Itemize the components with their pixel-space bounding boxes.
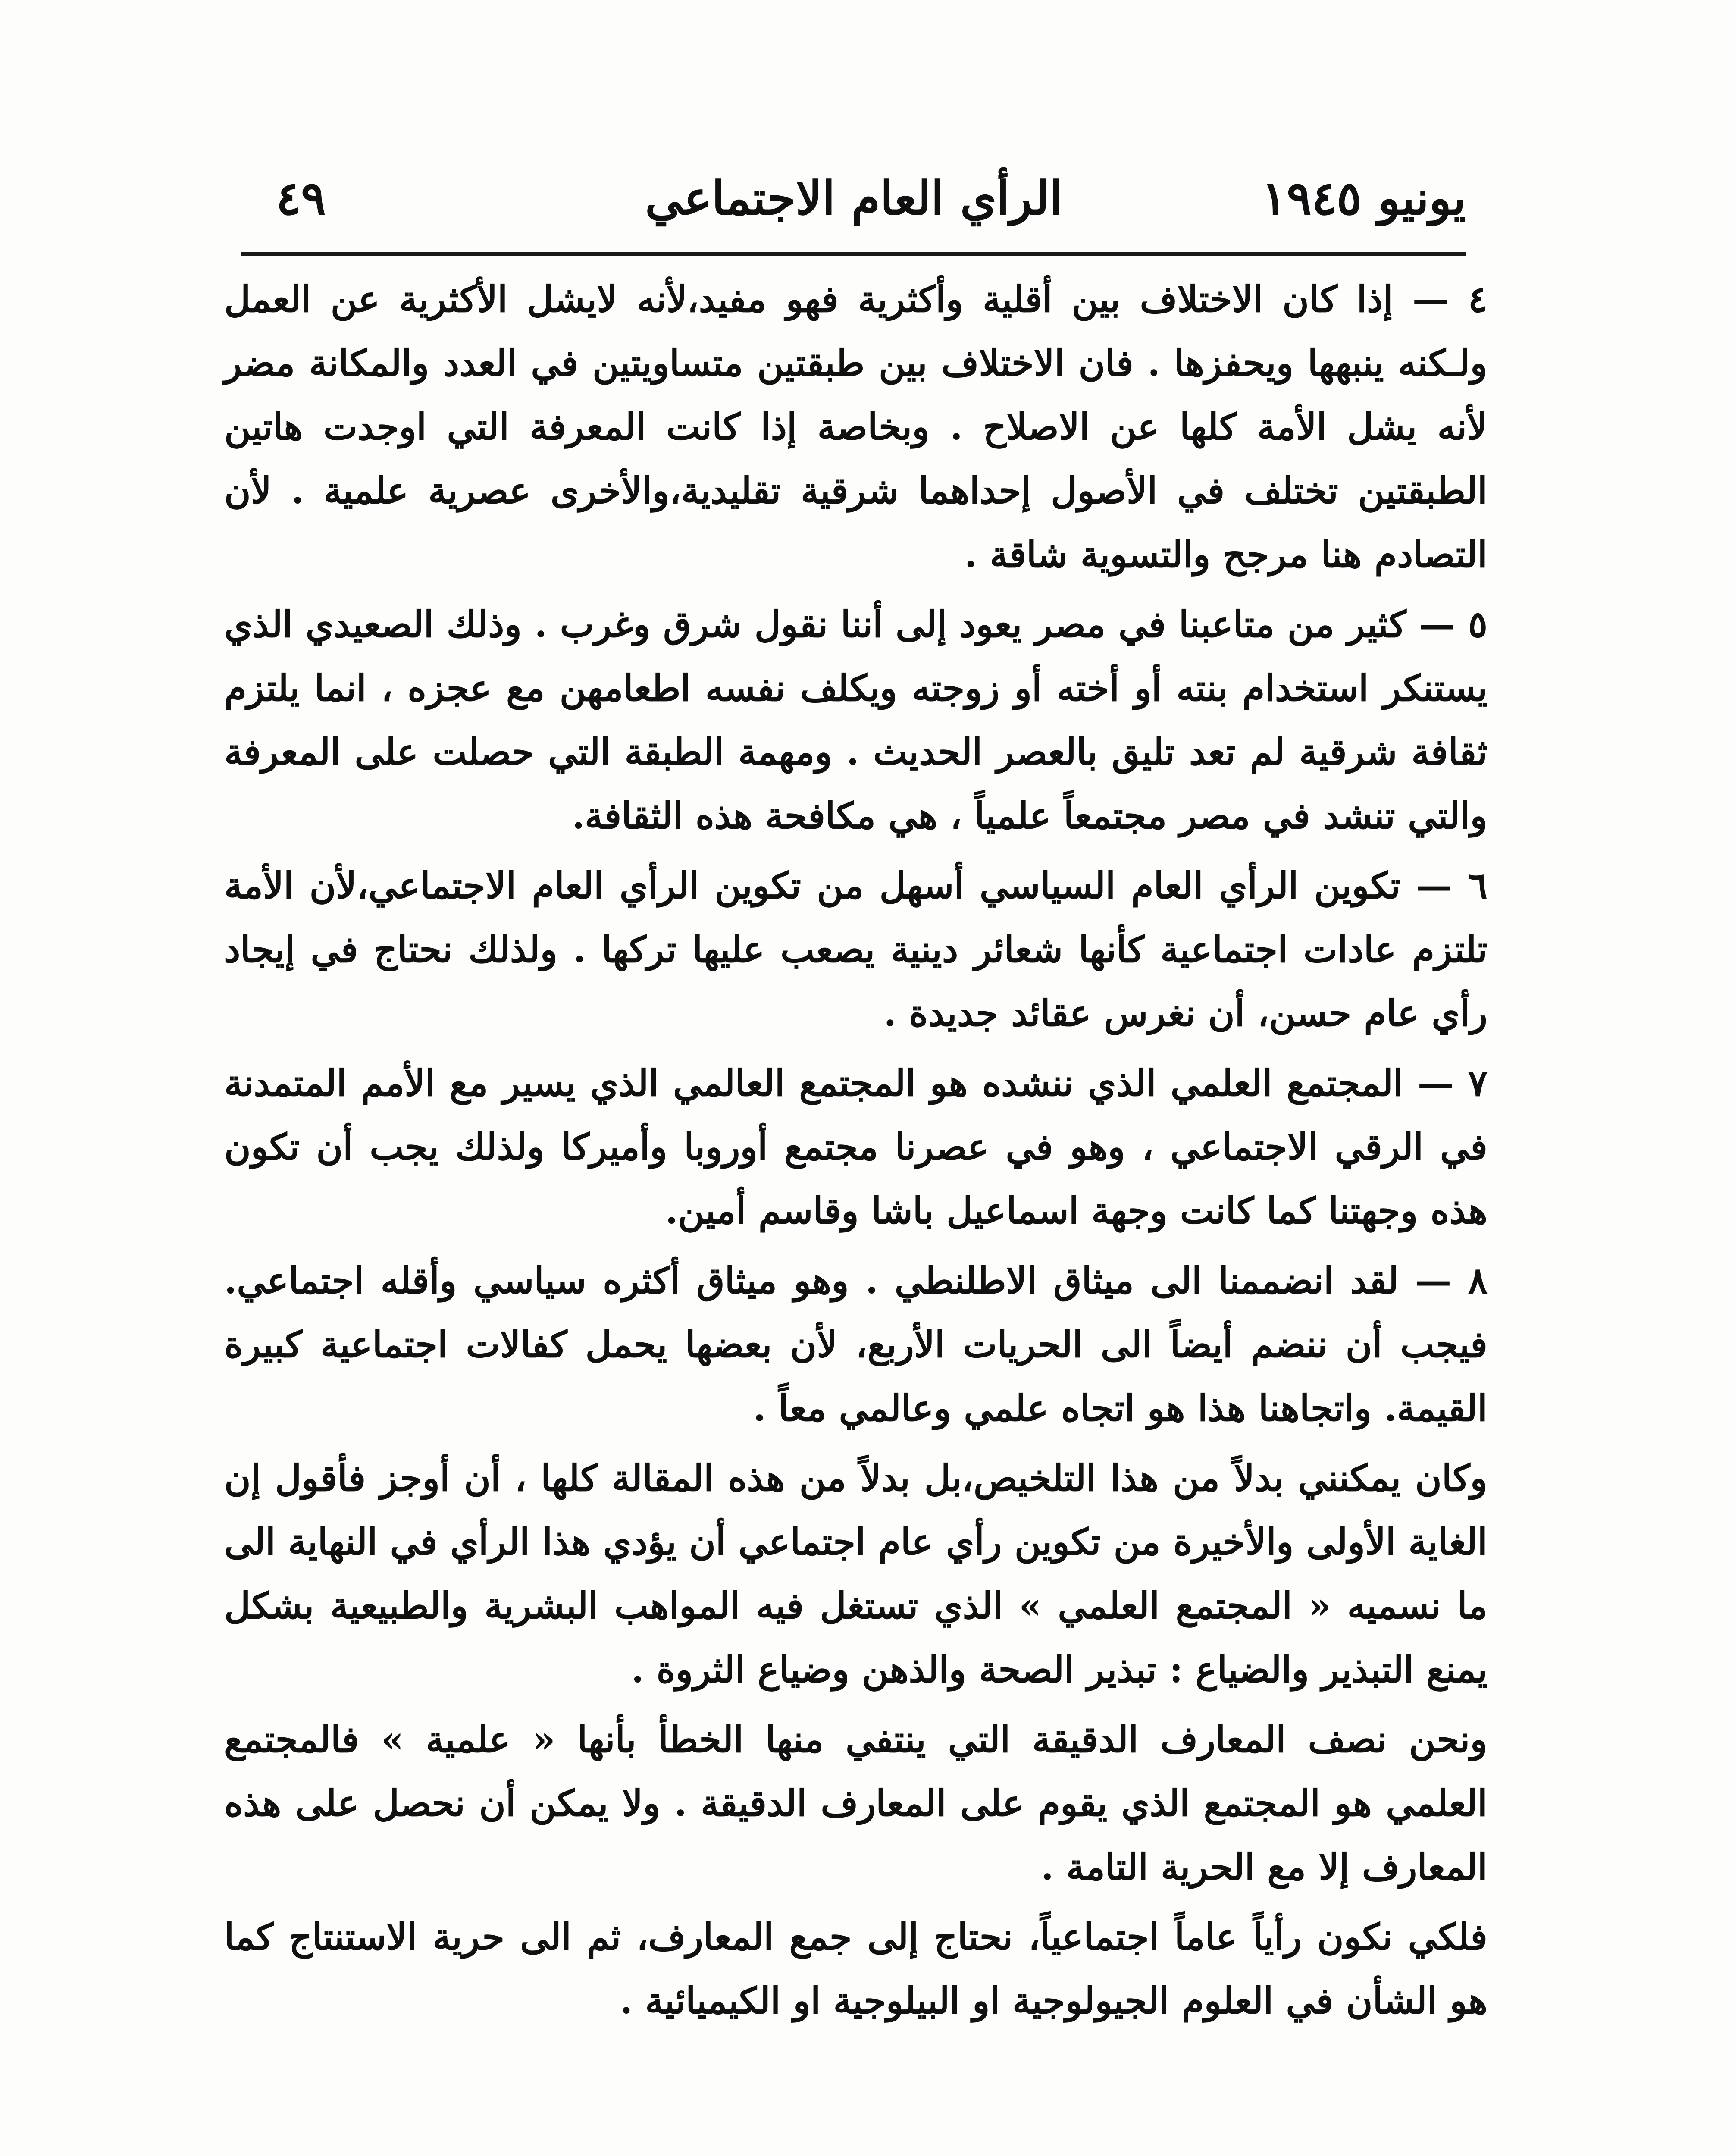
header-title: الرأي العام الاجتماعي [645, 171, 1062, 226]
header-rule [241, 252, 1466, 256]
paragraph-point-7: ٧ — المجتمع العلمي الذي ننشده هو المجتمع العالمي الذي يسير مع الأمم المتمدنة في الرقي الاجتماعي ، وهو في عصرنا مجتمع أوروبا وأميركا ولذلك يجب أن تكون هذه وجهتنا كما كانت وجهة اسماعيل باشا وقاسم أمين. [224, 1062, 1488, 1232]
header-date: يونيو ١٩٤٥ [1262, 171, 1466, 226]
paragraph-conclusion: فلكي نكون رأياً عاماً اجتماعياً، نحتاج إلى جمع المعارف، ثم الى حرية الاستنتاج كما هو الشأن في العلوم الجيولوجية او البيلوجية او الكيميائية . [224, 1915, 1488, 2022]
paragraph-point-6: ٦ — تكوين الرأي العام السياسي أسهل من تكوين الرأي العام الاجتماعي،لأن الأمة تلتزم عادات اجتماعية كأنها شعائر دينية يصعب عليها تركها . ولذلك نحتاج في إيجاد رأي عام حسن، أن نغرس عقائد جديدة . [224, 864, 1488, 1034]
header-page-number: ٤٩ [276, 171, 326, 226]
running-header [241, 155, 1466, 241]
paragraph-exact-knowledge: ونحن نصف المعارف الدقيقة التي ينتفي منها الخطأ بأنها « علمية » فالمجتمع العلمي هو المجتمع الذي يقوم على المعارف الدقيقة . ولا يمكن أن نحصل على هذه المعارف إلا مع الحرية التامة . [224, 1718, 1488, 1888]
paragraph-point-8: ٨ — لقد انضممنا الى ميثاق الاطلنطي . وهو ميثاق أكثره سياسي وأقله اجتماعي. فيجب أن ننضم أيضاً الى الحريات الأربع، لأن بعضها يحمل كفالات اجتماعية كبيرة القيمة. واتجاهنا هذا هو اتجاه علمي وعالمي معاً . [224, 1259, 1488, 1429]
article-body [224, 267, 1488, 2039]
paragraph-point-5: ٥ — كثير من متاعبنا في مصر يعود إلى أننا نقول شرق وغرب . وذلك الصعيدي الذي يستنكر استخدام بنته أو أخته أو زوجته ويكلف نفسه اطعامهن مع عجزه ، انما يلتزم ثقافة شرقية لم تعد تليق بالعصر الحديث . ومهمة الطبقة التي حصلت على المعرفة والتي تنشد في مصر مجتمعاً علمياً ، هي مكافحة هذه الثقافة. [224, 603, 1488, 837]
paragraph-summary: وكان يمكنني بدلاً من هذا التلخيص،بل بدلاً من هذه المقالة كلها ، أن أوجز فأقول إن الغاية الأولى والأخيرة من تكوين رأي عام اجتماعي أن يؤدي هذا الرأي في النهاية الى ما نسميه « المجتمع العلمي » الذي تستغل فيه المواهب البشرية والطبيعية بشكل يمنع التبذير والضياع : تبذير الصحة والذهن وضياع الثروة . [224, 1457, 1488, 1691]
paragraph-point-4: ٤ — إذا كان الاختلاف بين أقلية وأكثرية فهو مفيد،لأنه لايشل الأكثرية عن العمل ولـكنه ينبهها ويحفزها . فان الاختلاف بين طبقتين متساويتين في العدد والمكانة مضر لأنه يشل الأمة كلها عن الاصلاح . وبخاصة إذا كانت المعرفة التي اوجدت هاتين الطبقتين تختلف في الأصول إحداهما شرقية تقليدية،والأخرى عصرية علمية . لأن التصادم هنا مرجح والتسوية شاقة . [224, 278, 1488, 576]
